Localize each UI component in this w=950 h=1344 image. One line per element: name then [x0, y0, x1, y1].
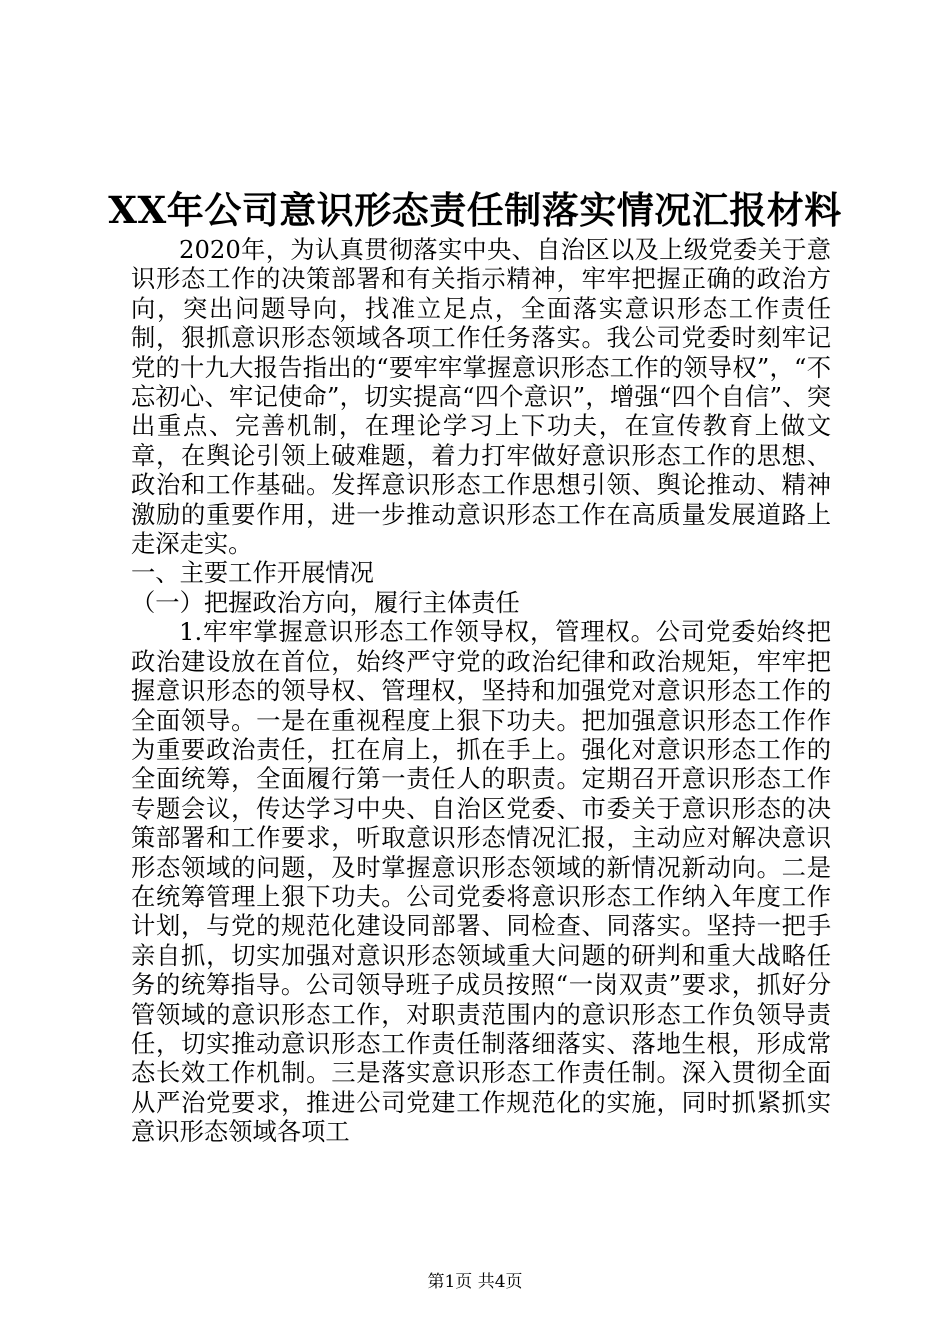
document-title: XX年公司意识形态责任制落实情况汇报材料	[108, 188, 842, 232]
body-paragraph: 1.牢牢掌握意识形态工作领导权，管理权。公司党委始终把政治建设放在首位，始终严守党的政治纪律和政治规矩，牢牢把握意识形态的领导权、管理权，坚持和加强党对意识形态工作的全面领导。一是在重视程度上狠下功夫。把加强意识形态工作作为重要政治责任，扛在肩上，抓在手上。强化对意识形态工作的全面统筹，全面履行第一责任人的职责。定期召开意识形态工作专题会议，传达学习中央、自治区党委、市委关于意识形态的决策部署和工作要求，听取意识形态情况汇报，主动应对解决意识形态领域的问题，及时掌握意识形态领域的新情况新动向。二是在统筹管理上狠下功夫。公司党委将意识形态工作纳入年度工作计划，与党的规范化建设同部署、同检查、同落实。坚持一把手亲自抓，切实加强对意识形态领域重大问题的研判和重大战略任务的统筹指导。公司领导班子成员按照“一岗双责”要求，抓好分管领域的意识形态工作，对职责范围内的意识形态工作负领导责任，切实推动意识形态工作责任制落细落实、落地生根，形成常态长效工作机制。三是落实意识形态工作责任制。深入贯彻全面从严治党要求，推进公司党建工作规范化的实施，同时抓紧抓实意识形态领域各项工	[131, 617, 831, 1147]
section-heading: 一、主要工作开展情况	[131, 558, 374, 588]
subsection-heading: （一）把握政治方向，履行主体责任	[131, 587, 520, 617]
intro-paragraph: 2020年，为认真贯彻落实中央、自治区以及上级党委关于意识形态工作的决策部署和有关指示精神，牢牢把握正确的政治方向，突出问题导向，找准立足点，全面落实意识形态工作责任制，狠抓意识形态领域各项工作任务落实。我公司党委时刻牢记党的十九大报告指出的“要牢牢掌握意识形态工作的领导权”，“不忘初心、牢记使命”，切实提高“四个意识”，增强“四个自信”、突出重点、完善机制，在理论学习上下功夫，在宣传教育上做文章，在舆论引领上破难题，着力打牢做好意识形态工作的思想、政治和工作基础。发挥意识形态工作思想引领、舆论推动、精神激励的重要作用，进一步推动意识形态工作在高质量发展道路上走深走实。	[131, 235, 831, 559]
document-body	[131, 235, 831, 1147]
page-footer: 第1页 共4页	[427, 1272, 523, 1292]
